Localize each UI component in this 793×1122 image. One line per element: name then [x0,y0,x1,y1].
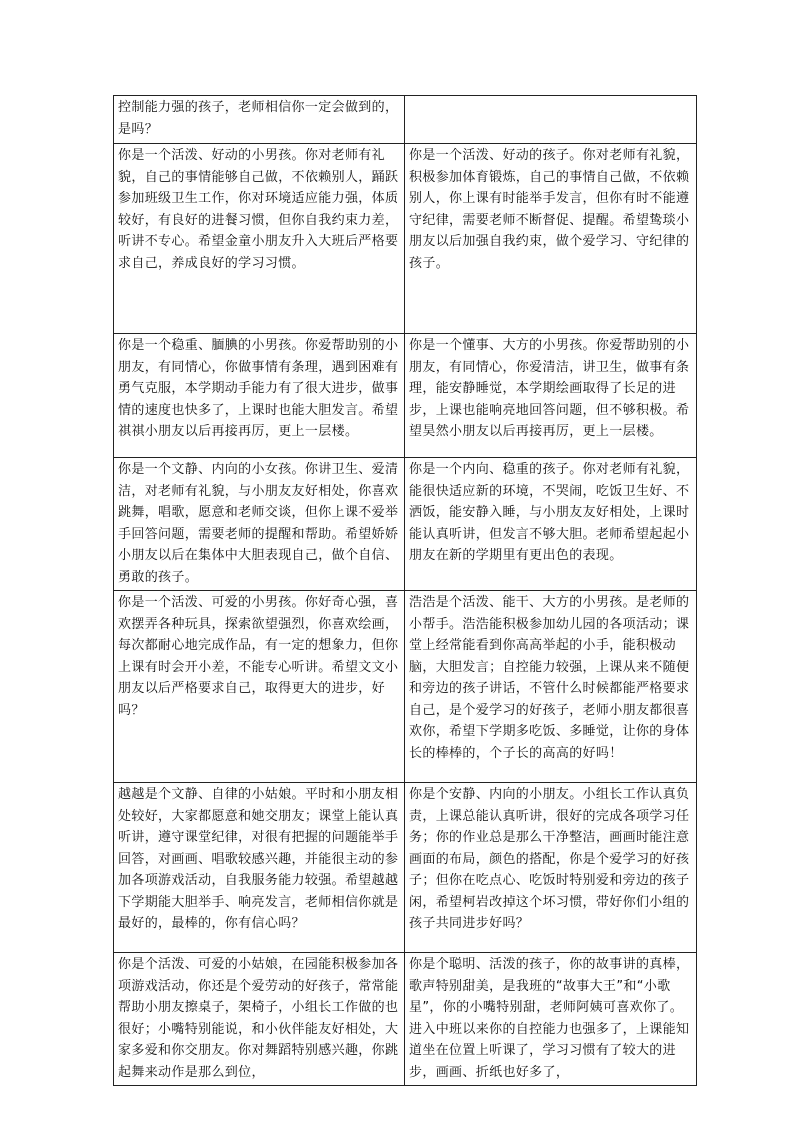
comment-cell: 你是一个活泼、好动的孩子。你对老师有礼貌，积极参加体育锻炼，自己的事情自己做，不依赖别人，你上课有时能举手发言，但你有时不能遵守纪律，需要老师不断督促、提醒。希望鸷琰小朋友以后加强自我约束，做个爱学习、守纪律的孩子。 [405,144,697,334]
comment-cell: 你是一个文静、内向的小女孩。你讲卫生、爱清洁，对老师有礼貌，与小朋友友好相处，你喜欢跳舞，唱歌，愿意和老师交谈，但你上课不爱举手回答问题，需要老师的提醒和帮助。希望娇娇小朋友以后在集体中大胆表现自己，做个自信、勇敢的孩子。 [114,458,405,591]
comment-cell: 你是一个稳重、腼腆的小男孩。你爱帮助别的小朋友，有同情心，你做事情有条理，遇到困难有勇气克服，本学期动手能力有了很大进步，做事情的速度也快多了，上课时也能大胆发言。希望祺祺小朋友以后再接再厉，更上一层楼。 [114,334,405,458]
comment-cell: 你是一个活泼、可爱的小男孩。你好奇心强，喜欢摆弄各种玩具，探索欲望强烈，你喜欢绘画，每次都耐心地完成作品，有一定的想象力，但你上课有时会开小差，不能专心听讲。希望文文小朋友以后严格要求自己，取得更大的进步，好吗？ [114,591,405,783]
comment-cell: 你是一个活泼、好动的小男孩。你对老师有礼貌，自己的事情能够自己做，不依赖别人，踊跃参加班级卫生工作，你对环境适应能力强，体质较好，有良好的进餐习惯，但你自我约束力差，听讲不专心。希望金童小朋友升入大班后严格要求自己，养成良好的学习习惯。 [114,144,405,334]
comment-cell: 你是个活泼、可爱的小姑娘，在园能积极参加各项游戏活动，你还是个爱劳动的好孩子，常常能帮助小朋友擦桌子，架椅子，小组长工作做的也很好；小嘴特别能说，和小伙伴能友好相处，大家多爱和你交朋友。你对舞蹈特别感兴趣，你跳起舞来动作是那么到位， [114,953,405,1086]
comments-table [113,95,697,1086]
comment-cell: 你是个安静、内向的小朋友。小组长工作认真负责，上课总能认真听讲，很好的完成各项学习任务；你的作业总是那么干净整洁，画画时能注意画面的布局，颜色的搭配，你是个爱学习的好孩子；但你在吃点心、吃饭时特别爱和旁边的孩子闲，希望柯岩改掉这个坏习惯，带好你们小组的孩子共同进步好吗？ [405,783,697,953]
table-row [114,783,697,953]
table-row [114,144,697,334]
comment-cell: 你是一个懂事、大方的小男孩。你爱帮助别的小朋友，有同情心，你爱清洁，讲卫生，做事有条理，能安静睡觉，本学期绘画取得了长足的进步，上课也能响亮地回答问题，但不够积极。希望昊然小朋友以后再接再厉，更上一层楼。 [405,334,697,458]
table-row [114,96,697,144]
table-row [114,458,697,591]
table-row [114,334,697,458]
comment-cell: 你是一个内向、稳重的孩子。你对老师有礼貌，能很快适应新的环境，不哭闹，吃饭卫生好、不洒饭，能安静入睡，与小朋友友好相处，上课时能认真听讲，但发言不够大胆。老师希望起起小朋友在新的学期里有更出色的表现。 [405,458,697,591]
comment-cell: 控制能力强的孩子，老师相信你一定会做到的，是吗？ [114,96,405,144]
comment-cell [405,96,697,144]
comment-cell: 浩浩是个活泼、能干、大方的小男孩。是老师的小帮手。浩浩能积极参加幼儿园的各项活动；课堂上经常能看到你高高举起的小手，能积极动脑，大胆发言；自控能力较强，上课从来不随便和旁边的孩子讲话，不管什么时候都能严格要求自己，是个爱学习的好孩子，老师小朋友都很喜欢你，希望下学期多吃饭、多睡觉，让你的身体长的棒棒的，个子长的高高的好吗！ [405,591,697,783]
table-row [114,953,697,1086]
comment-cell: 越越是个文静、自律的小姑娘。平时和小朋友相处较好，大家都愿意和她交朋友；课堂上能认真听讲，遵守课堂纪律，对很有把握的问题能举手回答，对画画、唱歌较感兴趣，并能很主动的参加各项游戏活动，自我服务能力较强。希望越越下学期能大胆举手、响亮发言，老师相信你就是最好的，最棒的，你有信心吗？ [114,783,405,953]
table-row [114,591,697,783]
comment-sheet [113,95,690,1086]
comment-cell: 你是个聪明、活泼的孩子，你的故事讲的真棒，歌声特别甜美，是我班的“故事大王”和“小歌星”，你的小嘴特别甜，老师阿姨可喜欢你了。进入中班以来你的自控能力也强多了，上课能知道坐在位置上听课了，学习习惯有了较大的进步，画画、折纸也好多了， [405,953,697,1086]
